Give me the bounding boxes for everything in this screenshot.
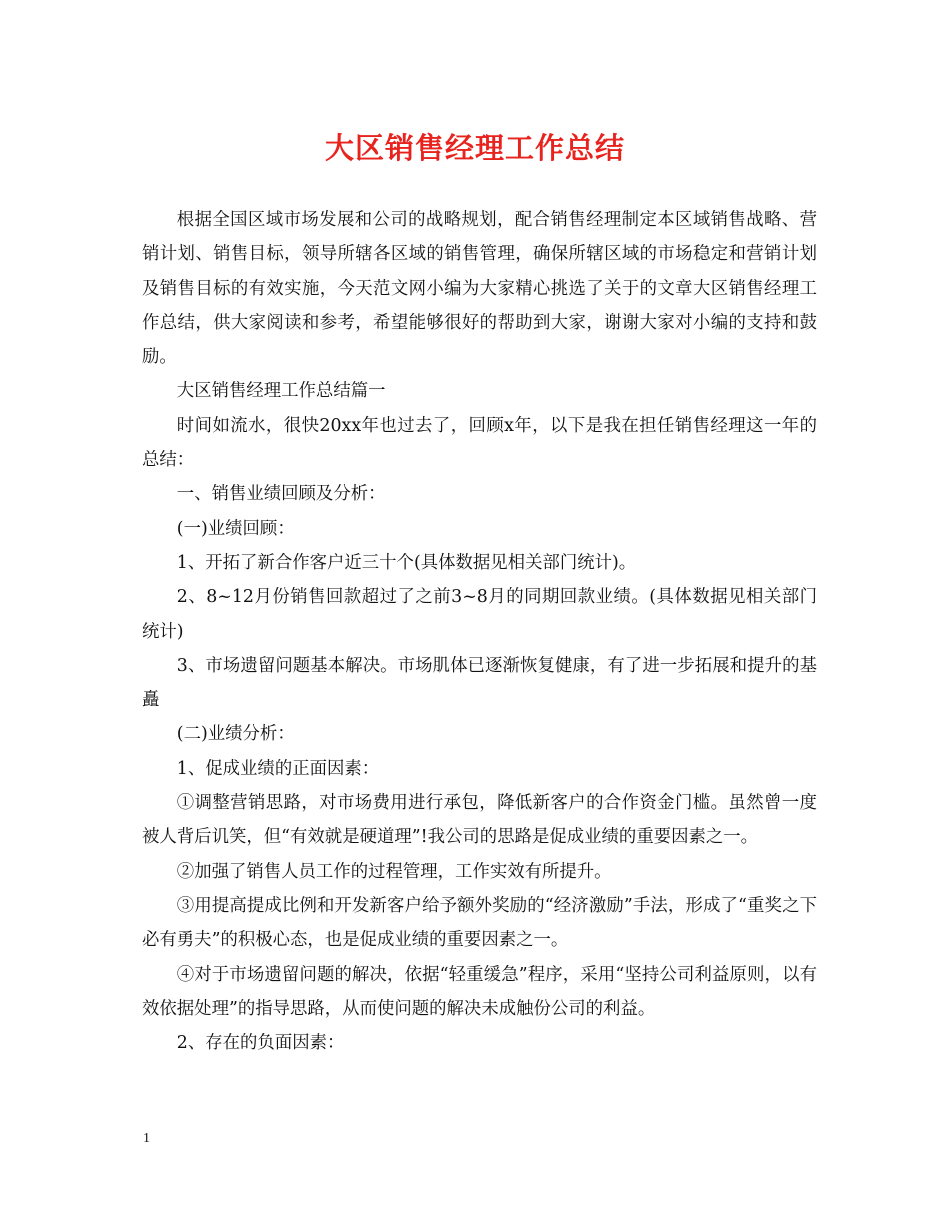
page-number: 1 — [143, 1131, 150, 1146]
paragraph-subheading: (一)业绩回顾： — [176, 518, 295, 539]
paragraph-list-item: ③用提高提成比例和开发新客户给予额外奖励的“经济激励”手法，形成了“重奖之下必有勇夫”的积极心态，也是促成业绩的重要因素之一。 — [142, 895, 817, 951]
document-title: 大区销售经理工作总结 — [324, 131, 625, 165]
document-body — [142, 203, 817, 1060]
paragraph-list-item: ②加强了销售人员工作的过程管理，工作实效有所提升。 — [176, 861, 612, 882]
paragraph-list-item: 3、市场遗留问题基本解决。市场肌体已逐渐恢复健康，有了进一步拓展和提升的基矗 — [142, 655, 817, 711]
paragraph-list-item: 2、存在的负面因素： — [176, 1033, 345, 1054]
paragraph: 时间如流水，很快20xx年也过去了，回顾x年，以下是我在担任销售经理这一年的总结： — [142, 415, 817, 471]
paragraph-section-heading: 大区销售经理工作总结篇一 — [176, 381, 386, 402]
paragraph-list-item: ④对于市场遗留问题的解决，依据“轻重缓急”程序，采用“坚持公司利益原则，以有效依据处理”的指导思路，从而使问题的解决未成触份公司的利益。 — [142, 964, 817, 1019]
paragraph-list-item: 1、开拓了新合作客户近三十个(具体数据见相关部门统计)。 — [176, 552, 637, 573]
paragraph-subheading: (二)业绩分析： — [176, 724, 295, 745]
paragraph-list-item: ①调整营销思路，对市场费用进行承包，降低新客户的合作资金门槛。虽然曾一度被人背后讥笑，但“有效就是硬道理”!我公司的思路是促成业绩的重要因素之一。 — [142, 793, 817, 848]
paragraph-heading: 一、销售业绩回顾及分析： — [176, 484, 386, 505]
paragraph-list-item: 2、8~12月份销售回款超过了之前3~8月的同期回款业绩。(具体数据见相关部门统计) — [142, 587, 817, 642]
paragraph-intro: 根据全国区域市场发展和公司的战略规划，配合销售经理制定本区域销售战略、营销计划、销售目标，领导所辖各区域的销售管理，确保所辖区域的市场稳定和营销计划及销售目标的有效实施，今天范文网小编为大家精心挑选了关于的文章大区销售经理工作总结，供大家阅读和参考，希望能够很好的帮助到大家，谢谢大家对小编的支持和鼓励。 — [142, 210, 817, 368]
paragraph-list-item: 1、促成业绩的正面因素： — [176, 758, 380, 779]
